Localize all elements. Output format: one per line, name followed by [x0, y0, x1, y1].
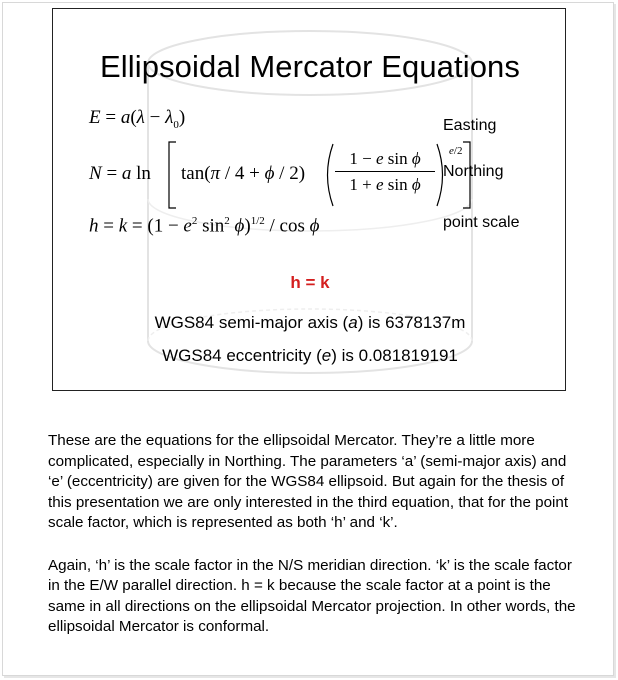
- speaker-notes: [48, 431, 584, 660]
- notes-paragraph-1: These are the equations for the ellipsoidal Mercator. They’re a little more complicated, especially in Northing. The parameters ‘a’ (semi-major axis) and ‘e’ (eccentricity) are given for the WGS84 ellipsoid. But again for the thesis of this presentation we are only interested in the third equation, that for the point scale factor, which is represented as both ‘h’ and ‘k’.: [48, 432, 569, 531]
- left-paren: [321, 143, 335, 207]
- eccentricity-text: WGS84 eccentricity (e) is 0.081819191: [162, 346, 458, 365]
- notes-paragraph-2: Again, ‘h’ is the scale factor in the N/S meridian direction. ‘k’ is the scale factor in the E/W parallel direction. h = k because the scale factor at a point is the same in all directions on the ellipsoidal Mercator projection. In other words, the ellipsoidal Mercator is conformal.: [48, 556, 576, 635]
- semi-major-axis-text: WGS84 semi-major axis (a) is 6378137m: [154, 313, 466, 332]
- slide-title: Ellipsoidal Mercator Equations: [100, 49, 520, 84]
- left-bracket: [166, 141, 178, 209]
- point-scale-equation: $h = k = (1 - e^2$ $\sin^2 \phi)^{1/2}$ / cos ϕ: [89, 215, 320, 237]
- slide: Ellipsoidal Mercator Equations $E = a(\lambda - \lambda_0)$ Easting N = a ln tan(π / 4 + ϕ / 2) 1 − e sin ϕ 1 + e sin ϕ e/2 Northing $h = k = (1 - e^2$ $\sin^2 \phi)^{1/2}$ / cos ϕ point scale h = k WGS84 semi-major axis (a) is 6378137m WGS84 eccentricity (e) is 0.081819191: [52, 8, 566, 391]
- northing-fraction: 1 − e sin ϕ 1 + e sin ϕ: [335, 149, 435, 199]
- h-equals-k-highlight: h = k: [290, 273, 330, 292]
- point-scale-label: point scale: [443, 214, 520, 231]
- easting-label: Easting: [443, 117, 497, 134]
- easting-equation: $E = a(\lambda - \lambda_0)$: [89, 107, 186, 131]
- northing-label: Northing: [443, 163, 504, 180]
